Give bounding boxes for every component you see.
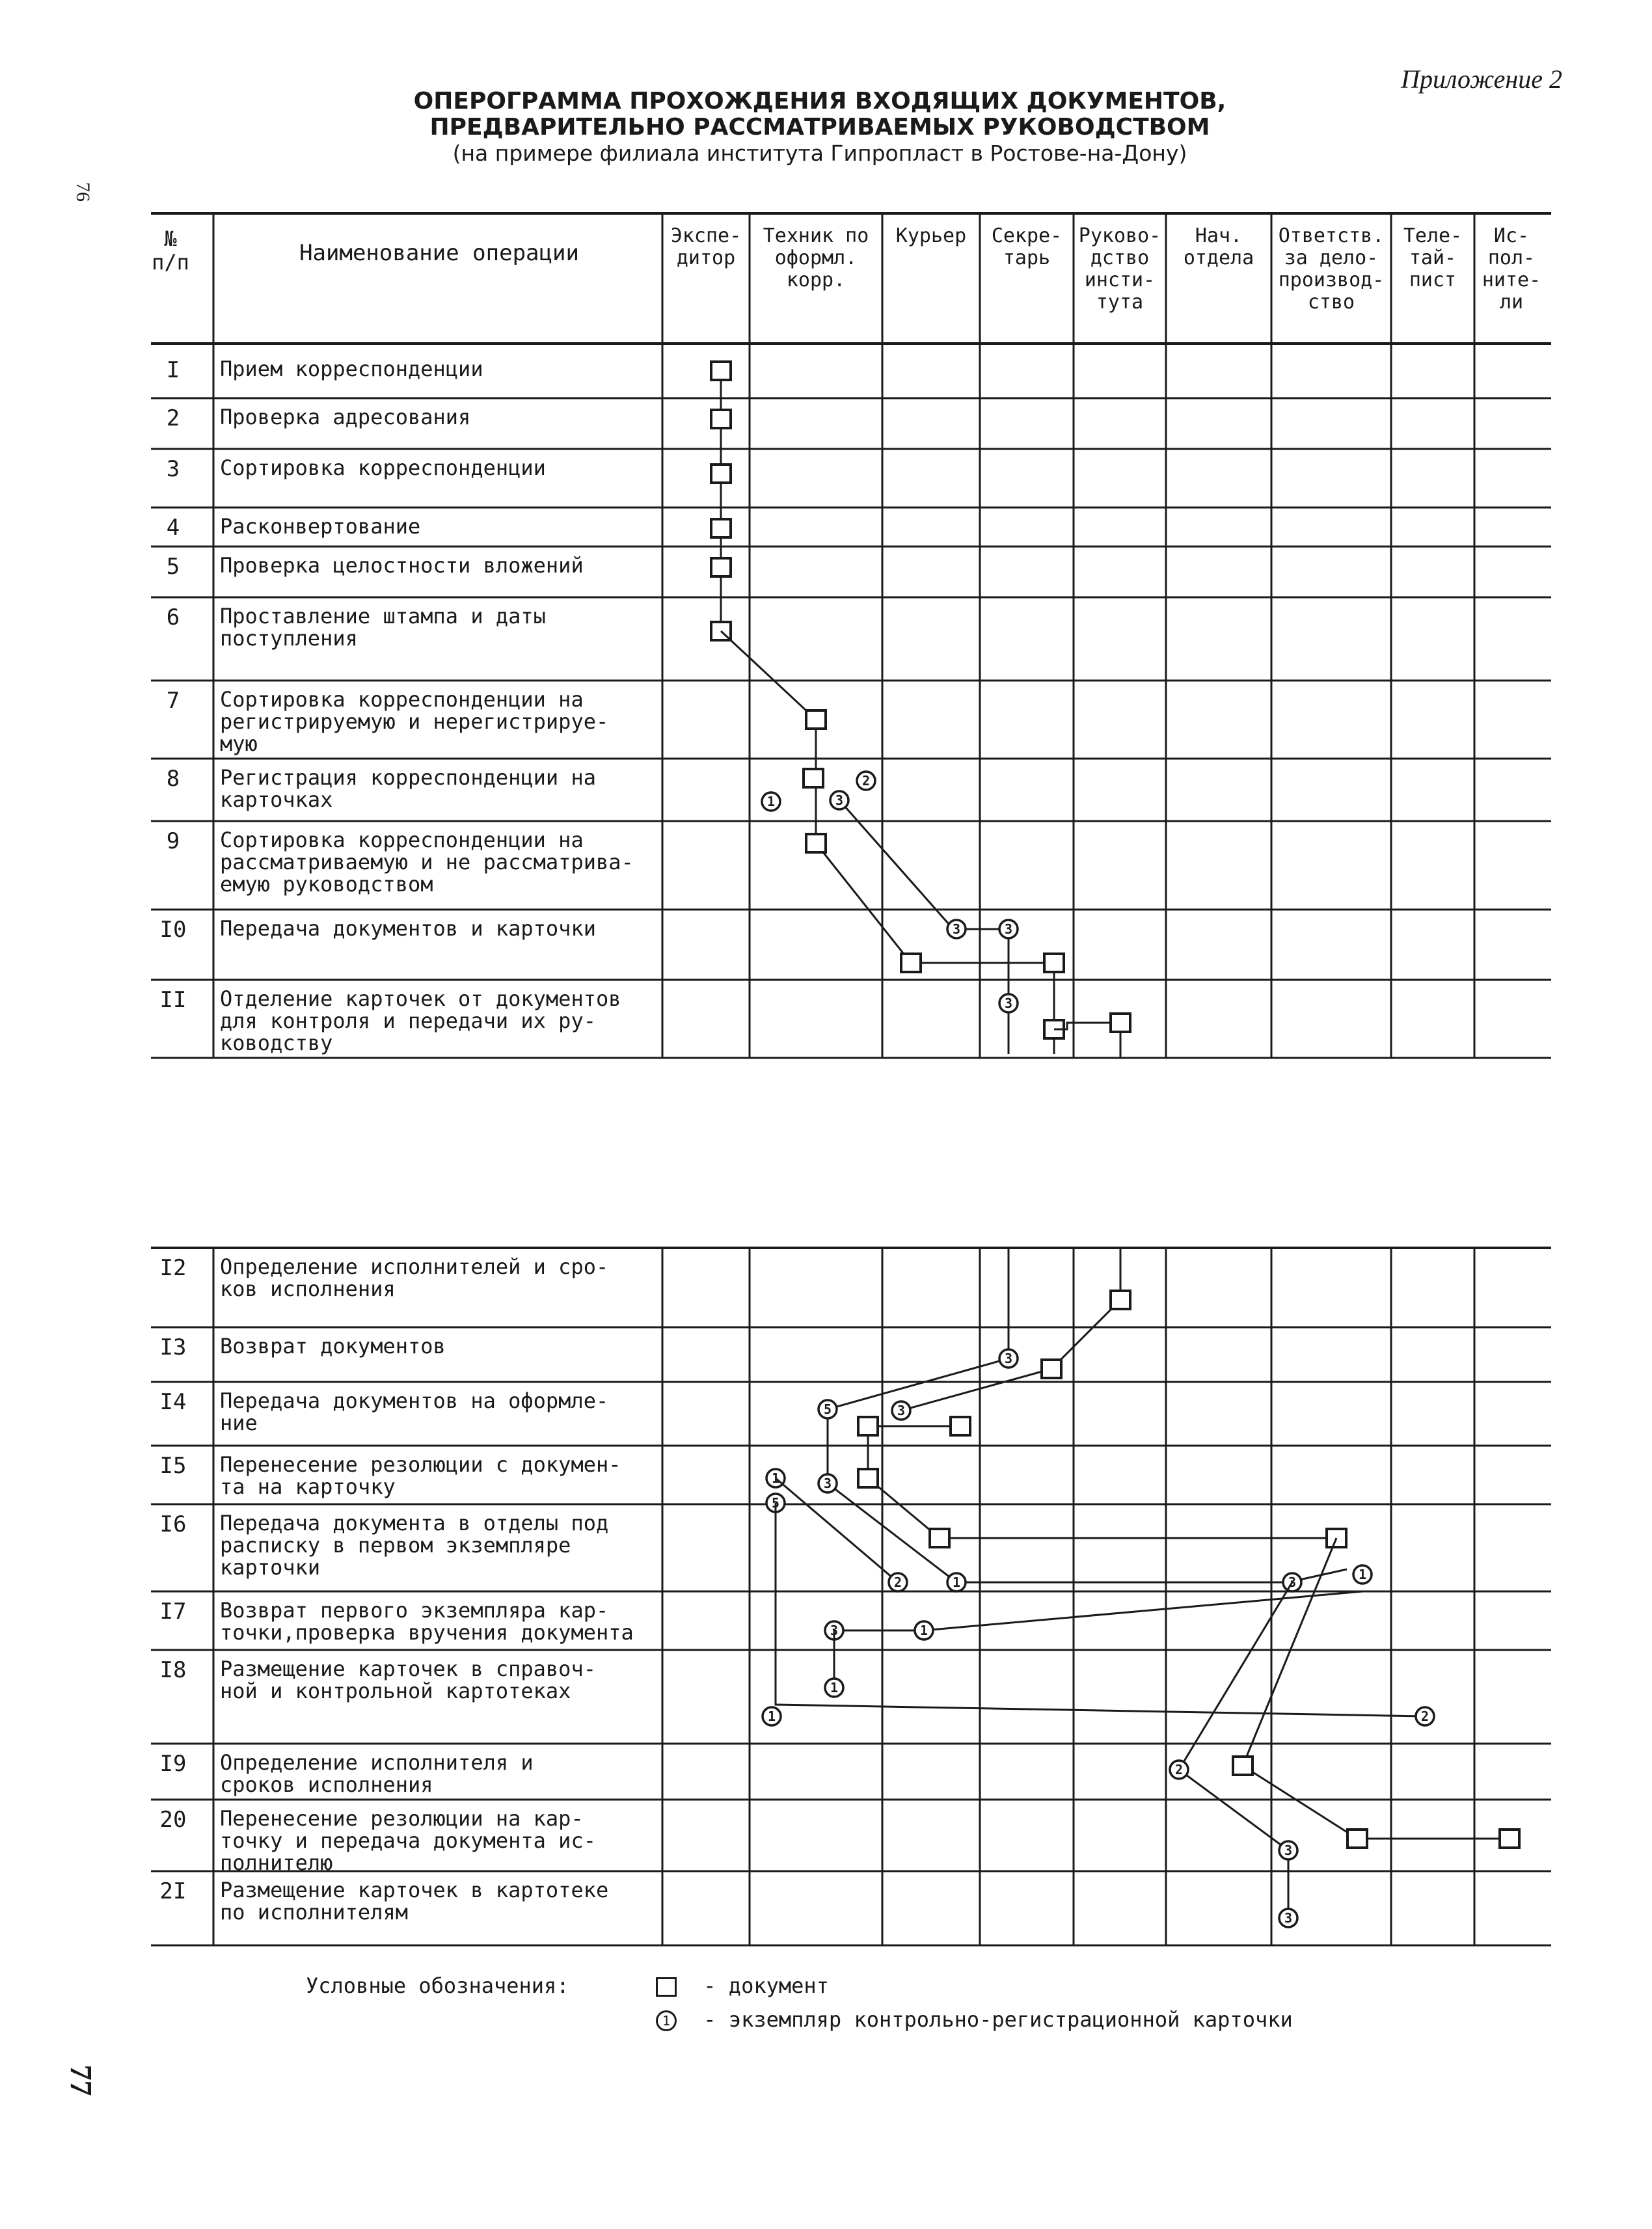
- card-symbol-icon: 1: [656, 2010, 677, 2031]
- operation-name: Перенесение резолюции с докумен-: [220, 1452, 621, 1477]
- table-header: [152, 224, 1541, 314]
- card-number: 3: [1004, 995, 1013, 1011]
- operation-name: сроков исполнения: [220, 1772, 433, 1797]
- card-number: 2: [893, 1574, 902, 1590]
- operation-number: I7: [159, 1599, 187, 1625]
- operation-number: I4: [159, 1389, 187, 1415]
- operation-name: Расконвертование: [220, 514, 421, 539]
- operation-name: Возврат первого экземпляра кар-: [220, 1598, 609, 1623]
- operation-name: Проставление штампа и даты: [220, 604, 546, 628]
- flow-line: [901, 1248, 1120, 1411]
- flow-line: [865, 1426, 1336, 1538]
- document-square: [1347, 1830, 1367, 1848]
- header-role-label: отдела: [1183, 247, 1254, 269]
- operation-number: 5: [166, 554, 180, 580]
- operation-name: точку и передача документа ис-: [220, 1828, 596, 1853]
- card-number: 1: [767, 1709, 776, 1724]
- page-number: 77: [63, 2064, 98, 2096]
- card-number: 1: [919, 1623, 928, 1638]
- header-role-label: инсти-: [1084, 269, 1156, 291]
- operation-number: I2: [159, 1255, 187, 1281]
- operation-number: I9: [159, 1751, 187, 1777]
- document-square: [930, 1529, 949, 1547]
- header-role-label: за дело-: [1284, 247, 1379, 269]
- header-role-label: дство: [1090, 247, 1150, 269]
- card-number: 3: [830, 1623, 839, 1638]
- header-role-label: Нач.: [1195, 224, 1243, 247]
- operation-number: I6: [159, 1511, 187, 1537]
- header-role-label: ли: [1499, 291, 1524, 314]
- operation-number: I8: [159, 1657, 187, 1683]
- legend-card-label: - экземпляр контрольно-регистрационной карточки: [703, 2007, 1293, 2032]
- card-number: 2: [861, 773, 871, 789]
- document-square: [858, 1469, 878, 1487]
- card-number: 1: [830, 1680, 839, 1695]
- operation-name: Проверка целостности вложений: [220, 553, 584, 578]
- operation-name: карточки: [220, 1555, 321, 1580]
- header-num-label: п/п: [152, 250, 189, 275]
- card-number: 3: [835, 792, 844, 808]
- header-role-label: Курьер: [895, 224, 967, 247]
- operation-number: II: [159, 987, 187, 1013]
- operation-number: 2: [166, 405, 180, 431]
- operation-name: Прием корреспонденции: [220, 357, 483, 381]
- legend: [306, 1973, 569, 1998]
- operation-name: Регистрация корреспонденции на: [220, 765, 596, 790]
- legend-heading: Условные обозначения:: [306, 1973, 569, 1998]
- title-subtitle: (на примере филиала института Гипропласт в Ростове-на-Дону): [452, 141, 1187, 166]
- operation-name: по исполнителям: [220, 1900, 408, 1925]
- document-square: [806, 834, 826, 852]
- operation-name: Размещение карточек в справоч-: [220, 1656, 596, 1681]
- header-role-label: ните-: [1482, 269, 1541, 291]
- card-number: 3: [952, 921, 961, 937]
- flow-line: [1179, 1582, 1292, 1918]
- operation-name: мую: [220, 731, 258, 756]
- operation-name: Проверка адресования: [220, 405, 471, 429]
- header-role-label: Экспе-: [670, 224, 742, 247]
- operation-name: карточках: [220, 787, 333, 812]
- title-line-2: ПРЕДВАРИТЕЛЬНО РАССМАТРИВАЕМЫХ РУКОВОДСТВОМ: [429, 114, 1210, 141]
- operation-number: 4: [166, 515, 180, 541]
- operation-name: Сортировка корреспонденции на: [220, 687, 584, 712]
- header-operation-label: Наименование операции: [299, 240, 579, 266]
- card-number: 3: [897, 1403, 906, 1418]
- operation-number: 7: [166, 688, 180, 714]
- header-role-label: Ис-: [1493, 224, 1530, 247]
- operation-number: I: [166, 357, 180, 383]
- header-role-label: корр.: [786, 269, 846, 291]
- operation-name: рассматриваемую и не рассматрива-: [220, 850, 634, 874]
- document-square: [1111, 1291, 1130, 1309]
- document-square: [711, 410, 731, 428]
- flow-line: [721, 631, 1054, 1054]
- document-square: [711, 362, 731, 380]
- flow-line: [839, 800, 1009, 1054]
- document-square: [804, 769, 823, 787]
- header-role-label: Теле-: [1403, 224, 1463, 247]
- operation-number: 3: [166, 456, 180, 482]
- operation-number: 20: [159, 1807, 187, 1833]
- operation-name: Размещение карточек в картотеке: [220, 1878, 609, 1902]
- operation-name: полнителю: [220, 1850, 333, 1875]
- header-role-label: Секре-: [991, 224, 1063, 247]
- document-square: [1111, 1014, 1130, 1032]
- document-square: [806, 710, 826, 729]
- operation-name: Определение исполнителя и: [220, 1750, 534, 1775]
- header-role-label: оформл.: [774, 247, 858, 269]
- side-page-number: 76: [72, 182, 94, 202]
- operation-name: поступления: [220, 626, 358, 651]
- header-role-label: пол-: [1487, 247, 1536, 269]
- operation-name: Передача документов и карточки: [220, 916, 596, 941]
- operation-name: Отделение карточек от документов: [220, 986, 621, 1011]
- card-number: 1: [771, 1470, 780, 1486]
- operation-name: точки,проверка вручения документа: [220, 1620, 634, 1645]
- header-role-label: Техник по: [763, 224, 869, 247]
- document-symbol-icon: [656, 1977, 677, 1997]
- document-square: [711, 465, 731, 483]
- operation-name: для контроля и передачи их ру-: [220, 1008, 596, 1033]
- operation-name: ние: [220, 1411, 258, 1435]
- operation-name: ков исполнения: [220, 1277, 396, 1301]
- card-number: 1: [766, 794, 776, 809]
- card-number: 3: [823, 1476, 832, 1491]
- header-role-label: дитор: [676, 247, 736, 269]
- card-number: 3: [1004, 1351, 1013, 1366]
- title-line-1: ОПЕРОГРАММА ПРОХОЖДЕНИЯ ВХОДЯЩИХ ДОКУМЕНТОВ,: [413, 88, 1226, 115]
- operation-number: I0: [159, 917, 187, 943]
- card-number: 3: [1288, 1574, 1297, 1590]
- header-role-label: тута: [1096, 291, 1144, 314]
- document-square: [901, 954, 921, 972]
- header-role-label: пист: [1409, 269, 1457, 291]
- card-number: 5: [823, 1401, 832, 1417]
- document-square: [711, 558, 731, 576]
- document-square: [858, 1417, 878, 1435]
- operation-name: Определение исполнителей и сро-: [220, 1254, 609, 1279]
- document-square: [711, 519, 731, 537]
- header-role-label: тай-: [1409, 247, 1457, 269]
- operation-name: регистрируемую и нерегистрируе-: [220, 709, 609, 734]
- document-square: [1044, 954, 1064, 972]
- operation-name: та на карточку: [220, 1474, 396, 1499]
- appendix-label: Приложение 2: [1401, 64, 1562, 94]
- header-num-label: №: [164, 226, 177, 251]
- header-role-label: тарь: [1003, 247, 1051, 269]
- header-role-label: производ-: [1278, 269, 1385, 291]
- operation-number: 2I: [159, 1878, 187, 1904]
- document-square: [1233, 1757, 1253, 1775]
- operation-name: Перенесение резолюции на кар-: [220, 1806, 584, 1831]
- operation-number: 8: [166, 766, 180, 792]
- header-role-label: ство: [1307, 291, 1355, 314]
- operation-number: I5: [159, 1453, 187, 1479]
- card-number: 3: [1284, 1843, 1293, 1858]
- legend-document: [656, 1973, 829, 1998]
- card-number: 3: [1284, 1910, 1293, 1926]
- card-number: 1: [1358, 1567, 1367, 1582]
- operation-name: ководству: [220, 1031, 333, 1055]
- operation-name: Передача документов на оформле-: [220, 1388, 609, 1413]
- header-role-label: Ответств.: [1278, 224, 1385, 247]
- legend-card: [656, 2007, 1293, 2032]
- card-number: 2: [1420, 1709, 1429, 1724]
- operation-name: Возврат документов: [220, 1334, 446, 1358]
- operation-name: расписку в первом экземпляре: [220, 1533, 571, 1558]
- document-square: [951, 1417, 970, 1435]
- operation-name: Сортировка корреспонденции на: [220, 828, 584, 852]
- document-square: [1500, 1830, 1519, 1848]
- operation-name: Сортировка корреспонденции: [220, 455, 546, 480]
- operation-name: емую руководством: [220, 872, 433, 897]
- header-role-label: Руково-: [1078, 224, 1161, 247]
- card-number: 2: [1174, 1762, 1184, 1777]
- operation-name: ной и контрольной картотеках: [220, 1679, 571, 1703]
- operation-number: I3: [159, 1334, 187, 1360]
- operation-number: 6: [166, 604, 180, 630]
- legend-document-label: - документ: [703, 1973, 829, 1998]
- card-number: 3: [1004, 921, 1013, 937]
- document-square: [1042, 1360, 1061, 1378]
- card-number: 1: [952, 1574, 961, 1590]
- operation-number: 9: [166, 828, 180, 854]
- flow-line: [776, 1478, 898, 1582]
- card-number: 5: [771, 1495, 780, 1511]
- operation-list: [160, 357, 634, 1925]
- operation-name: Передача документа в отделы под: [220, 1511, 609, 1535]
